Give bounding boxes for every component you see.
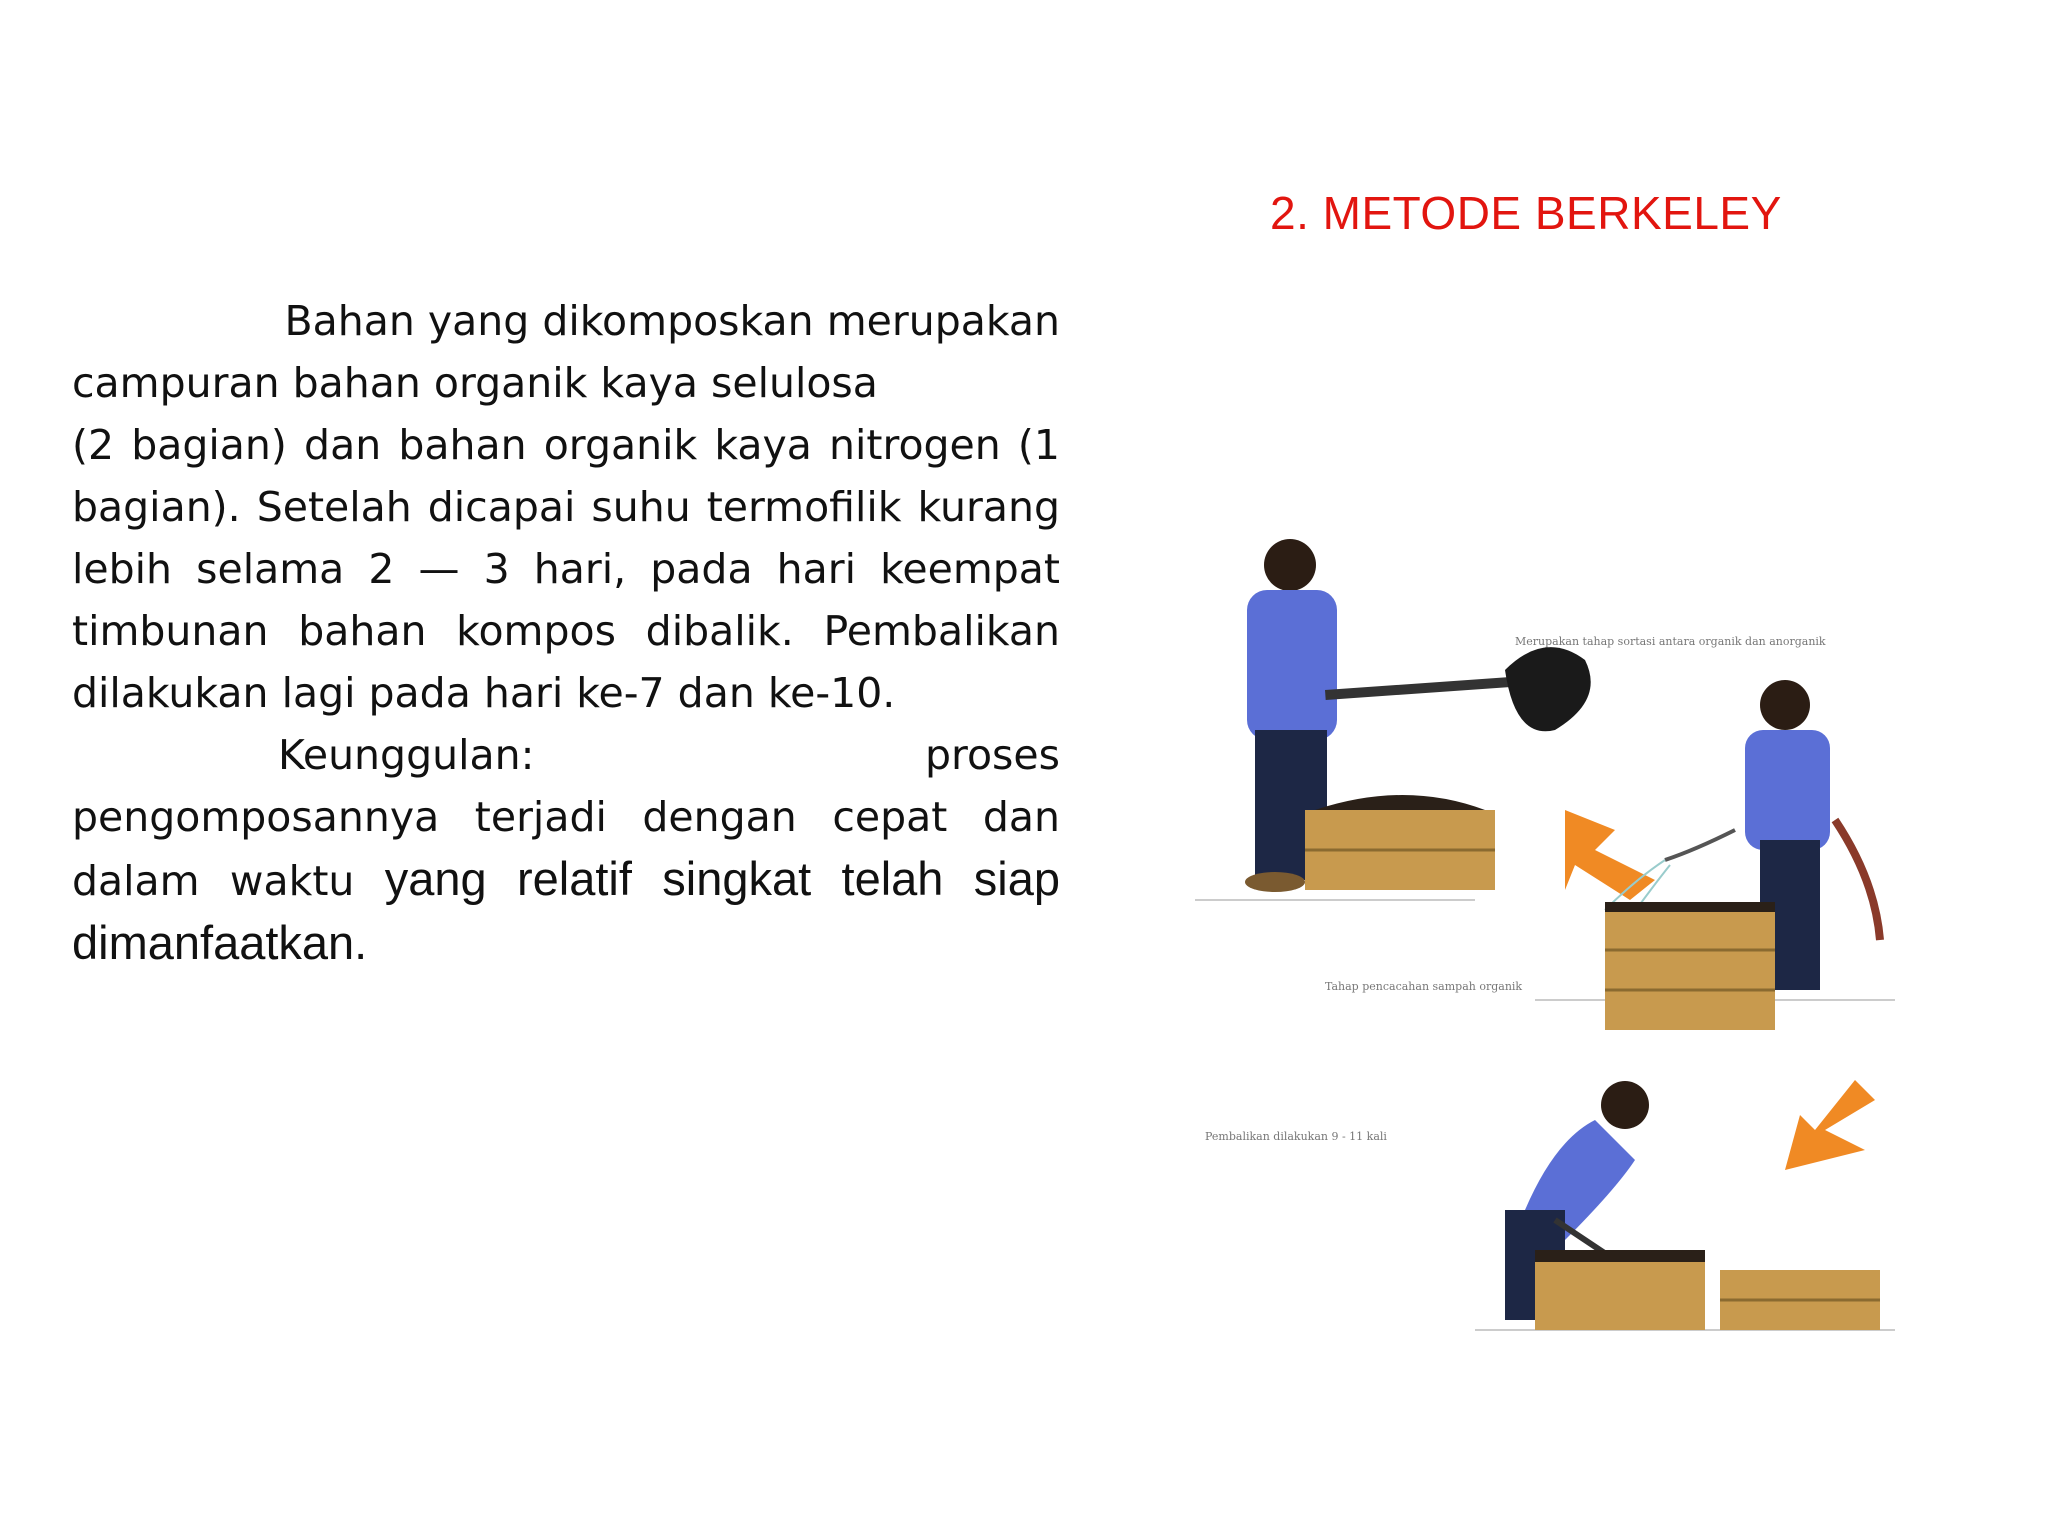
caption-bottom: Pembalikan dilakukan 9 - 11 kali (1205, 1130, 1387, 1143)
body-text (72, 290, 1060, 976)
paragraph-2-rest: pengomposannya terjadi dengan cepat dan dalam waktu yang relatif singkat telah siap dimanfaatkan. (72, 793, 1060, 969)
paragraph-2 (72, 724, 1060, 976)
compost-box-1 (1305, 795, 1495, 890)
paragraph-1-line-2: campuran bahan organik kaya selulosa (72, 359, 878, 407)
paragraph-1 (72, 290, 1060, 724)
slide-title: 2. METODE BERKELEY (1270, 187, 1782, 239)
caption-mid: Tahap pencacahan sampah organik (1325, 980, 1523, 993)
compost-box-2 (1605, 902, 1775, 1030)
paragraph-2-tail: yang relatif singkat telah siap dimanfaatkan. (72, 852, 1060, 969)
caption-top: Merupakan tahap sortasi antara organik dan anorganik (1515, 635, 1826, 648)
composting-illustration (1175, 520, 1915, 1360)
paragraph-1-rest: (2 bagian) dan bahan organik kaya nitrogen (1 bagian). Setelah dicapai suhu termofilik kurang lebih selama 2 — 3 hari, pada hari keempat timbunan bahan kompos dibalik. Pembalikan dilakukan lagi pada hari ke-7 dan ke-10. (72, 421, 1060, 717)
paragraph-2-line-1: Keunggulan: proses (278, 731, 1060, 779)
paragraph-1-line-1: Bahan yang dikomposkan merupakan (284, 297, 1060, 345)
